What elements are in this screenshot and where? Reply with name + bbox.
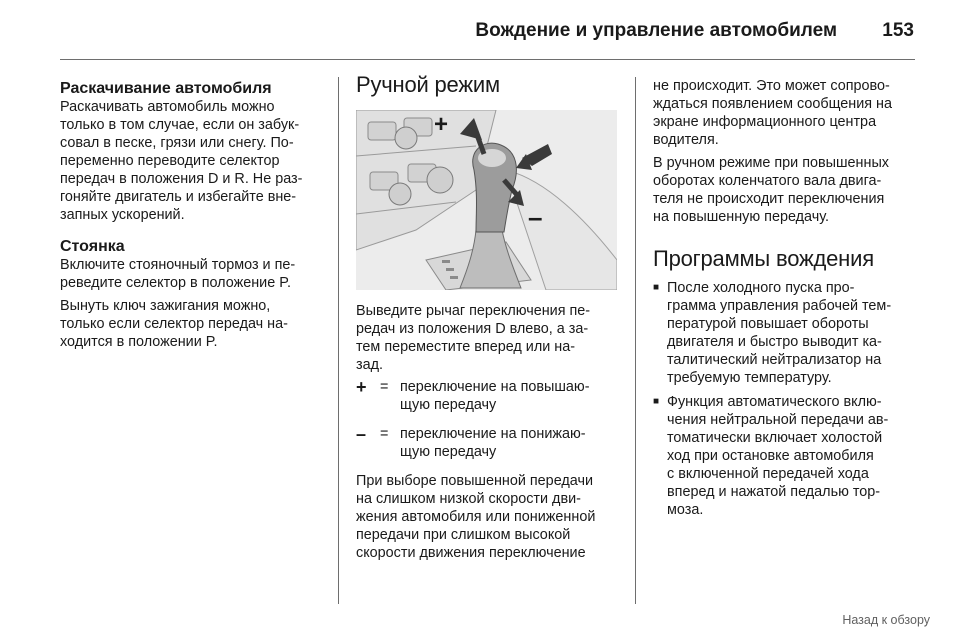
text-line: вперед и нажатой педалью тор-	[667, 484, 881, 500]
list-item-text	[667, 279, 919, 387]
back-to-overview-link[interactable]: Назад к обзору	[842, 613, 930, 627]
text-line: совал в песке, грязи или снегу. По-	[60, 135, 294, 151]
definition-downshift	[356, 425, 621, 461]
definition-text	[400, 425, 621, 461]
text-line: требуемую температуру.	[667, 370, 832, 386]
rocking-paragraph	[60, 98, 326, 224]
definition-upshift	[356, 378, 621, 414]
rocking-title: Раскачивание автомобиля	[60, 80, 272, 97]
text-line: Включите стояночный тормоз и пе-	[60, 257, 296, 273]
text-line: При выборе повышенной передачи	[356, 473, 593, 489]
text-line: запных ускорений.	[60, 207, 185, 223]
figure-plus-label: +	[434, 111, 449, 138]
parking-paragraph-2	[60, 297, 326, 351]
text-line: теля не происходит переключения	[653, 191, 885, 207]
text-line: чения нейтральной передачи ав-	[667, 412, 889, 428]
text-line: оборотах коленчатого вала двига-	[653, 173, 882, 189]
text-line: только если селектор передач на-	[60, 316, 288, 332]
figure-minus-label: –	[528, 202, 543, 232]
text-line: с включенной передачей хода	[667, 466, 869, 482]
text-line: не происходит. Это может сопрово-	[653, 78, 890, 94]
column-right	[653, 77, 919, 519]
text-line: жения автомобиля или пониженной	[356, 509, 596, 525]
manual-intro	[356, 302, 621, 374]
column-left	[60, 79, 326, 351]
text-line: После холодного пуска про-	[667, 280, 855, 296]
text-line: Вынуть ключ зажигания можно,	[60, 298, 271, 314]
column-divider-left	[338, 77, 339, 604]
text-line: передачи при слишком высокой	[356, 527, 571, 543]
text-line: переключение на повышаю-	[400, 379, 590, 395]
text-line: на повышенную передачу.	[653, 209, 829, 225]
text-line: щую передачу	[400, 444, 497, 460]
column-divider-right	[635, 77, 636, 604]
text-line: гоняйте двигатель и избегайте вне-	[60, 189, 297, 205]
text-line: передач в положения D и R. Не раз-	[60, 171, 303, 187]
text-line: Выведите рычаг переключения пе-	[356, 303, 591, 319]
text-line: зад.	[356, 357, 383, 373]
gear-selector-illustration	[356, 110, 617, 290]
definition-text	[400, 378, 621, 414]
list-item	[653, 393, 919, 519]
bullet-icon: ■	[653, 396, 660, 407]
text-line: экране информационного центра	[653, 114, 877, 130]
header-title: Вождение и управление автомобилем	[475, 20, 837, 41]
text-line: скорости движения переключение	[356, 545, 586, 561]
shift-note	[356, 472, 621, 562]
text-line: ходится в положении P.	[60, 334, 218, 350]
text-line: грамма управления рабочей тем-	[667, 298, 892, 314]
list-item-text	[667, 393, 919, 519]
equals-sign: =	[380, 379, 389, 395]
page-number: 153	[882, 20, 914, 41]
text-line: щую передачу	[400, 397, 497, 413]
text-line: моза.	[667, 502, 704, 518]
high-rpm-paragraph	[653, 154, 919, 226]
bullet-icon: ■	[653, 282, 660, 293]
list-item	[653, 279, 919, 387]
manual-mode-title: Ручной режим	[356, 72, 500, 97]
driving-programs-title: Программы вождения	[653, 246, 874, 271]
text-line: водителя.	[653, 132, 719, 148]
header-divider	[60, 59, 915, 60]
parking-paragraph-1	[60, 256, 326, 292]
text-line: Раскачивать автомобиль можно	[60, 99, 275, 115]
text-line: ждаться появлением сообщения на	[653, 96, 892, 112]
text-line: реведите селектор в положение P.	[60, 275, 291, 291]
minus-symbol: –	[356, 424, 367, 444]
text-line: томатически включает холостой	[667, 430, 883, 446]
text-line: переменно переводите селектор	[60, 153, 280, 169]
gear-lever-icon	[356, 110, 617, 290]
text-line: редач из положения D влево, а за-	[356, 321, 589, 337]
text-line: двигателя и быстро выводит ка-	[667, 334, 882, 350]
column-middle	[356, 72, 621, 562]
text-line: В ручном режиме при повышенных	[653, 155, 889, 171]
text-line: на слишком низкой скорости дви-	[356, 491, 581, 507]
text-line: переключение на понижаю-	[400, 426, 586, 442]
parking-title: Стоянка	[60, 238, 125, 255]
text-line: только в том случае, если он забук-	[60, 117, 300, 133]
text-line: тем переместите вперед или на-	[356, 339, 576, 355]
continued-paragraph	[653, 77, 919, 149]
text-line: Функция автоматического вклю-	[667, 394, 882, 410]
plus-symbol: +	[356, 377, 367, 397]
text-line: ход при остановке автомобиля	[667, 448, 874, 464]
text-line: пературой повышает обороты	[667, 316, 869, 332]
equals-sign: =	[380, 426, 389, 442]
text-line: талитический нейтрализатор на	[667, 352, 882, 368]
